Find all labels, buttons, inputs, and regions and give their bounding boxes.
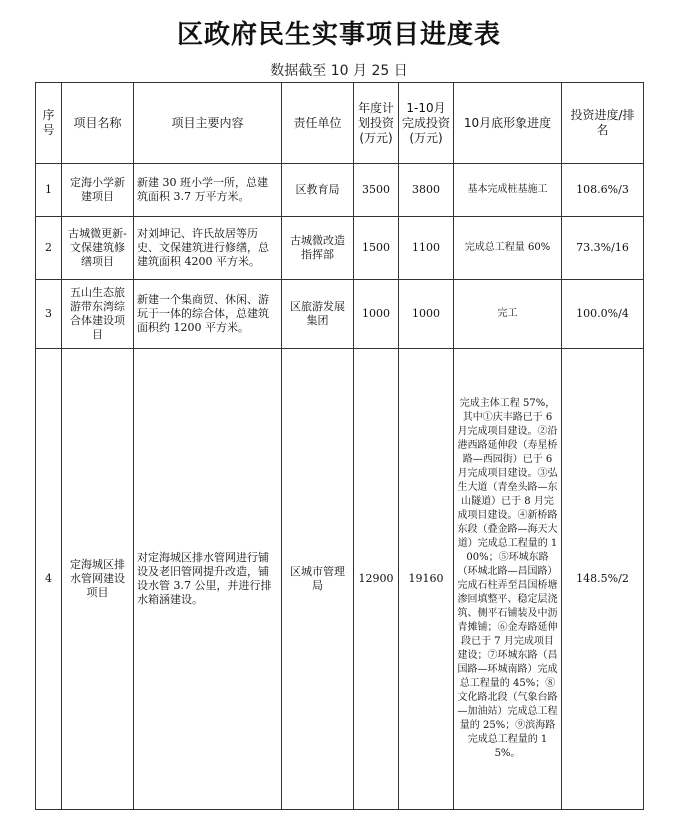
cell-name: 五山生态旅游带东湾综合体建设项目 [62, 280, 134, 349]
cell-progress: 完成主体工程 57%，其中①庆丰路已于 6 月完成项目建设。②沿港西路延伸段（寿星桥路—西园街）已于 6 月完成项目建设。③弘生大道（青垒头路—东山隧道）已于 8 月完成项目建设。④新桥路东段（叠金路—海天大道）完成总工程量的 100%；⑤环城东路（环城北路—昌国路）完成石柱弄至昌国桥塘渗回填整平、稳定层浇筑、侧平石铺装及中沥青摊铺；⑥金寿路延伸段已于 7 月完成项目建设；⑦环城东路（昌国路—环城南路）完成总工程量的 45%；⑧文化路北段（气象台路—加油站）完成总工程量的 25%；⑨滨海路完成总工程量的 15%。 [454, 349, 562, 810]
cell-content: 对刘坤记、许氏故居等历史、文保建筑进行修缮，总建筑面积 4200 平方米。 [134, 217, 282, 280]
header-content: 项目主要内容 [134, 83, 282, 164]
cell-progress: 完工 [454, 280, 562, 349]
header-unit: 责任单位 [282, 83, 354, 164]
table-header-row [36, 83, 644, 164]
header-name: 项目名称 [62, 83, 134, 164]
page-title: 区政府民生实事项目进度表 [176, 20, 501, 50]
header-progress: 10月底形象进度 [454, 83, 562, 164]
cell-completed: 3800 [399, 164, 454, 217]
cell-content: 新建 30 班小学一所，总建筑面积 3.7 万平方米。 [134, 164, 282, 217]
table-row [36, 164, 644, 217]
header-annual-plan: 年度计划投资(万元) [354, 83, 399, 164]
header-completed: 1-10月完成投资(万元) [399, 83, 454, 164]
cell-rate: 148.5%/2 [562, 349, 644, 810]
cell-name: 定海小学新建项目 [62, 164, 134, 217]
cell-unit: 区旅游发展集团 [282, 280, 354, 349]
cell-progress: 基本完成桩基施工 [454, 164, 562, 217]
cell-rate: 100.0%/4 [562, 280, 644, 349]
header-seq: 序号 [36, 83, 62, 164]
table-row [36, 217, 644, 280]
cell-completed: 19160 [399, 349, 454, 810]
data-date: 数据截至 10 月 25 日 [270, 63, 408, 79]
cell-content: 对定海城区排水管网进行铺设及老旧管网提升改造，铺设水管 3.7 公里，并进行排水箱涵建设。 [134, 349, 282, 810]
cell-annual-plan: 1500 [354, 217, 399, 280]
cell-seq: 2 [36, 217, 62, 280]
cell-annual-plan: 12900 [354, 349, 399, 810]
cell-completed: 1000 [399, 280, 454, 349]
cell-unit: 区城市管理局 [282, 349, 354, 810]
table-row [36, 280, 644, 349]
cell-annual-plan: 1000 [354, 280, 399, 349]
cell-rate: 73.3%/16 [562, 217, 644, 280]
cell-name: 定海城区排水管网建设项目 [62, 349, 134, 810]
cell-annual-plan: 3500 [354, 164, 399, 217]
table-row [36, 349, 644, 810]
cell-progress: 完成总工程量 60% [454, 217, 562, 280]
cell-unit: 区教育局 [282, 164, 354, 217]
cell-content: 新建一个集商贸、休闲、游玩于一体的综合体，总建筑面积约 1200 平方米。 [134, 280, 282, 349]
cell-completed: 1100 [399, 217, 454, 280]
cell-seq: 4 [36, 349, 62, 810]
cell-seq: 1 [36, 164, 62, 217]
cell-rate: 108.6%/3 [562, 164, 644, 217]
header-rate: 投资进度/排名 [562, 83, 644, 164]
cell-seq: 3 [36, 280, 62, 349]
cell-name: 古城微更新-文保建筑修缮项目 [62, 217, 134, 280]
cell-unit: 古城微改造指挥部 [282, 217, 354, 280]
progress-table [35, 82, 644, 810]
